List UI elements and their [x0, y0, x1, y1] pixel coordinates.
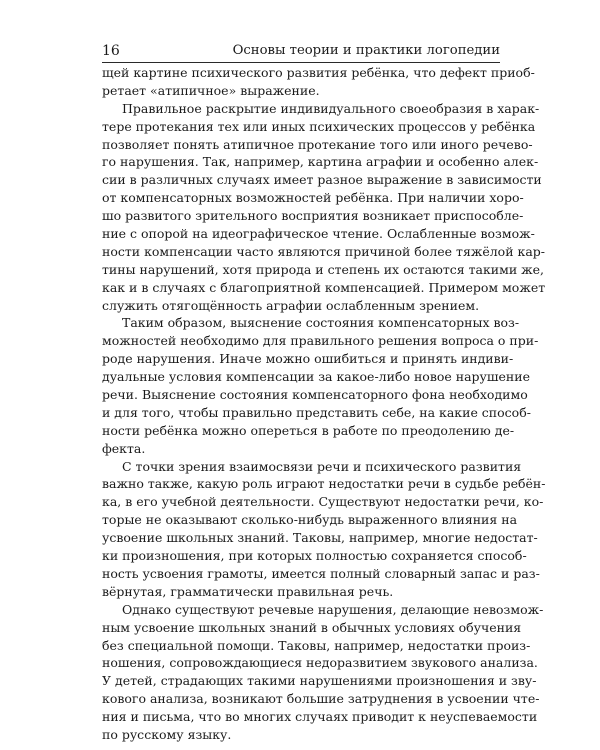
page-number: 16 [102, 43, 120, 59]
text-line: ретает «атипичное» выражение. [102, 82, 320, 98]
text-line: С точки зрения взаимосвязи речи и психического развития [122, 458, 522, 474]
text-line: и для того, чтобы правильно представить себе, на какие способ- [102, 404, 531, 420]
text-line: го нарушения. Так, например, картина аграфии и особенно алек- [102, 154, 539, 170]
paragraph [102, 458, 546, 601]
text-line: ность усвоения грамоты, имеется полный словарный запас и раз- [102, 565, 540, 581]
text-line: Правильное раскрытие индивидуального своеобразия в харак- [122, 100, 540, 116]
header-rule [102, 62, 500, 63]
text-line: ния и письма, что во многих случаях приводит к неуспеваемости [102, 709, 538, 725]
text-line: дуальные условия компенсации за какое-либо новое нарушение [102, 369, 530, 385]
text-line: как и в случаях с благоприятной компенсацией. Примером может [102, 279, 546, 295]
text-line: позволяет понять атипичное протекание того или иного речево- [102, 136, 533, 152]
text-line: усвоение школьных знаний. Таковы, например, многие недостат- [102, 530, 538, 546]
text-line: ности компенсации часто являются причиной более тяжёлой кар- [102, 243, 546, 259]
text-line: ки произношения, при которых полностью сохраняется способ- [102, 548, 527, 564]
text-line: служить отягощённость аграфии ослабленным зрением. [102, 297, 480, 313]
text-line: ние с опорой на идеографическое чтение. Ослабленные возмож- [102, 226, 535, 242]
text-line: тере протекания тех или иных психических процессов у ребёнка [102, 118, 536, 134]
text-line: можностей необходимо для правильного решения вопроса о при- [102, 333, 539, 349]
text-line: сии в различных случаях имеет разное выражение в зависимости [102, 172, 542, 188]
text-line: кового анализа, возникают большие затруднения в усвоении чте- [102, 691, 540, 707]
text-line: по русскому языку. [102, 726, 232, 742]
paragraph [102, 601, 544, 744]
text-line: вёрнутая, грамматически правильная речь. [102, 583, 394, 599]
running-title: Основы теории и практики логопедии [232, 43, 500, 58]
text-line: щей картине психического развития ребёнка, что дефект приоб- [102, 65, 535, 80]
body-text [102, 64, 546, 744]
text-line: торые не оказывают сколько-нибудь выраженного влияния на [102, 512, 518, 528]
text-line: без специальной помощи. Таковы, например, недостатки произ- [102, 637, 531, 653]
text-line: роде нарушения. Иначе можно ошибиться и принять индиви- [102, 351, 514, 367]
page-header [102, 41, 500, 61]
paragraph [102, 100, 546, 315]
text-line: фекта. [102, 440, 146, 456]
text-line: Таким образом, выяснение состояния компенсаторных воз- [122, 315, 520, 331]
text-line: речи. Выяснение состояния компенсаторного фона необходимо [102, 387, 528, 403]
text-line: ности ребёнка можно опереться в работе по преодолению де- [102, 422, 515, 438]
text-line: шо развитого зрительного восприятия возникает приспособле- [102, 208, 524, 224]
text-line: тины нарушений, хотя природа и степень их остаются такими же, [102, 261, 545, 277]
text-line: ным усвоение школьных знаний в обычных условиях обучения [102, 619, 522, 635]
text-line: от компенсаторных возможностей ребёнка. При наличии хоро- [102, 190, 524, 206]
paragraph [102, 64, 535, 100]
text-line: Однако существуют речевые нарушения, делающие невозмож- [122, 601, 544, 617]
text-line: ношения, сопровождающиеся недоразвитием звукового анализа. [102, 655, 538, 671]
text-line: важно также, какую роль играют недостатки речи в судьбе ребён- [102, 476, 546, 492]
paragraph [102, 314, 539, 457]
text-line: У детей, страдающих такими нарушениями произношения и зву- [102, 673, 537, 689]
text-line: ка, в его учебной деятельности. Существуют недостатки речи, ко- [102, 494, 544, 510]
